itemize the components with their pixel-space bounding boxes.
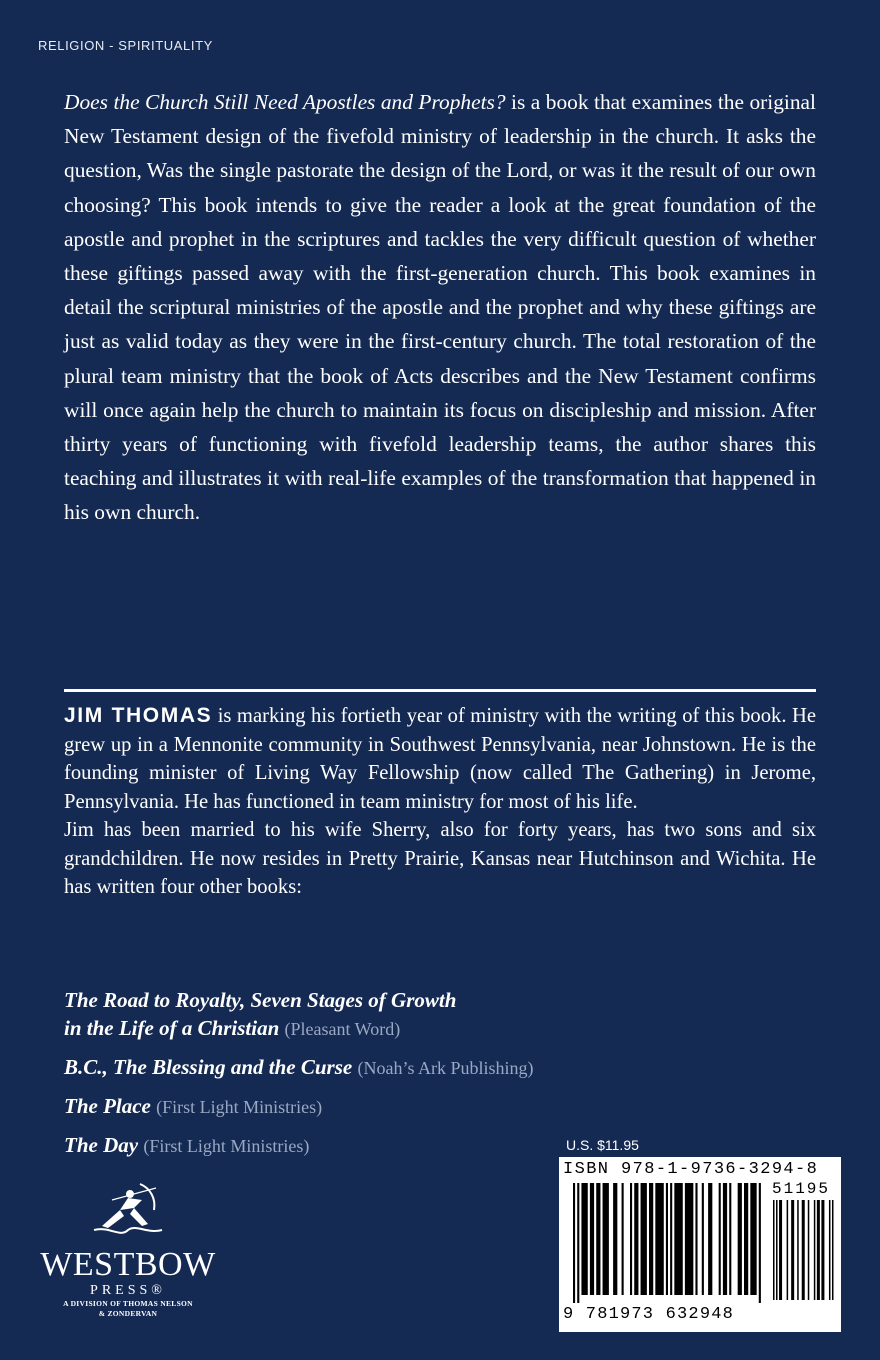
barcode-bar xyxy=(773,1200,775,1300)
category-label: RELIGION - SPIRITUALITY xyxy=(38,38,213,53)
other-book-publisher: (First Light Ministries) xyxy=(156,1097,323,1117)
barcode-bar xyxy=(808,1200,810,1300)
barcode-bar xyxy=(695,1183,697,1295)
barcode-bar xyxy=(821,1200,824,1300)
barcode-bar xyxy=(750,1183,756,1295)
other-book-publisher: (Noah’s Ark Publishing) xyxy=(357,1058,534,1078)
barcode-bar xyxy=(776,1200,778,1300)
barcode-bar xyxy=(634,1183,638,1295)
archer-logo-icon xyxy=(90,1180,166,1240)
section-divider xyxy=(64,689,816,692)
description-book-title: Does the Church Still Need Apostles and Prophets? xyxy=(64,90,506,114)
other-book-item xyxy=(64,1092,664,1121)
isbn-text: ISBN 978-1-9736-3294-8 xyxy=(563,1160,819,1179)
barcode-bar xyxy=(723,1183,727,1295)
barcode-bar xyxy=(685,1183,693,1295)
other-book-publisher: (First Light Ministries) xyxy=(143,1136,310,1156)
barcode-bar xyxy=(577,1183,579,1303)
barcode-bar xyxy=(573,1183,575,1303)
barcode-bar xyxy=(581,1183,587,1295)
barcode-bar xyxy=(613,1183,617,1295)
barcode-bar xyxy=(641,1183,647,1295)
barcode-box xyxy=(559,1157,841,1332)
barcode-bar xyxy=(759,1183,761,1303)
barcode-bar xyxy=(787,1200,789,1300)
other-book-item xyxy=(64,986,664,1043)
barcode-bar xyxy=(832,1200,834,1300)
bio-paragraph-1 xyxy=(64,702,816,816)
description-body: is a book that examines the original New Testament design of the fivefold ministry of leadership in the church. It asks the question, Was the single pastorate the design of the Lord, or was it the result of our own choosing? This book intends to give the reader a look at the great foundation of the apostle and prophet in the scriptures and tackles the very difficult question of whether these giftings passed away with the first-generation church. This book examines in detail the scriptural ministries of the apostle and the prophet and why these giftings are just as valid today as they were in the first-century church. The total restoration of the plural team ministry that the book of Acts describes and the New Testament confirms will once again help the church to maintain its focus on discipleship and mission. After thirty years of functioning with fivefold leadership teams, the author shares this teaching and illustrates it with real-life examples of the transformation that happened in his own church. xyxy=(64,90,816,525)
publisher-division-1: A DIVISION OF THOMAS NELSON xyxy=(63,1299,193,1308)
publisher-logo xyxy=(28,1180,228,1319)
bio-text-1: is marking his fortieth year of ministry with the writing of this book. He grew up in a Mennonite community in Southwest Pennsylvania, near Johnstown. He is the founding minister of Living Way Fellowship (now called The Gathering) in Jerome, Pennsylvania. He has functioned in team ministry for most of his life. xyxy=(64,705,816,813)
barcode-bar xyxy=(802,1200,805,1300)
barcode-bar xyxy=(666,1183,668,1295)
barcode-bar xyxy=(674,1183,682,1295)
ean-number: 9 781973 632948 xyxy=(563,1305,735,1324)
barcode-bar xyxy=(622,1183,624,1295)
barcode-bar xyxy=(603,1183,609,1295)
barcode-bar xyxy=(791,1200,794,1300)
book-description xyxy=(64,85,816,530)
other-book-title-line2: in the Life of a Christian xyxy=(64,1016,280,1040)
barcode-bar xyxy=(670,1183,672,1295)
author-name: JIM THOMAS xyxy=(64,704,213,727)
barcode-bar xyxy=(744,1183,748,1295)
barcode-bar xyxy=(779,1200,782,1300)
barcode-bar xyxy=(590,1183,594,1295)
publisher-press: PRESS® xyxy=(90,1283,166,1298)
barcode-bar xyxy=(829,1200,831,1300)
barcode-bar xyxy=(596,1183,600,1295)
other-book-title: The Day xyxy=(64,1133,139,1157)
barcode-addon-bars xyxy=(773,1200,835,1304)
barcode-bar xyxy=(630,1183,632,1295)
barcode-main-bars xyxy=(573,1183,763,1307)
barcode-bar xyxy=(719,1183,721,1295)
barcode-bar xyxy=(649,1183,653,1295)
barcode-price-code: 51195 xyxy=(772,1180,831,1198)
barcode-bar xyxy=(814,1200,816,1300)
publisher-name: WESTBOW xyxy=(40,1246,216,1283)
other-book-publisher: (Pleasant Word) xyxy=(284,1019,401,1039)
author-bio xyxy=(64,702,816,902)
bio-paragraph-2: Jim has been married to his wife Sherry, also for forty years, has two sons and six grandchildren. He now resides in Pretty Prairie, Kansas near Hutchinson and Wichita. He has written four other books: xyxy=(64,819,816,898)
barcode-bar xyxy=(702,1183,704,1295)
barcode-bar xyxy=(708,1183,712,1295)
price-label: U.S. $11.95 xyxy=(566,1137,639,1153)
other-book-title: The Place xyxy=(64,1094,151,1118)
barcode-bar xyxy=(729,1183,731,1295)
barcode-bar xyxy=(817,1200,820,1300)
other-book-title: B.C., The Blessing and the Curse xyxy=(64,1055,353,1079)
other-book-item xyxy=(64,1053,664,1082)
barcode-bar xyxy=(797,1200,799,1300)
other-book-title: The Road to Royalty, Seven Stages of Growth xyxy=(64,988,457,1012)
barcode-bar xyxy=(655,1183,663,1295)
barcode-bar xyxy=(738,1183,742,1295)
publisher-division-2: & ZONDERVAN xyxy=(98,1309,158,1318)
